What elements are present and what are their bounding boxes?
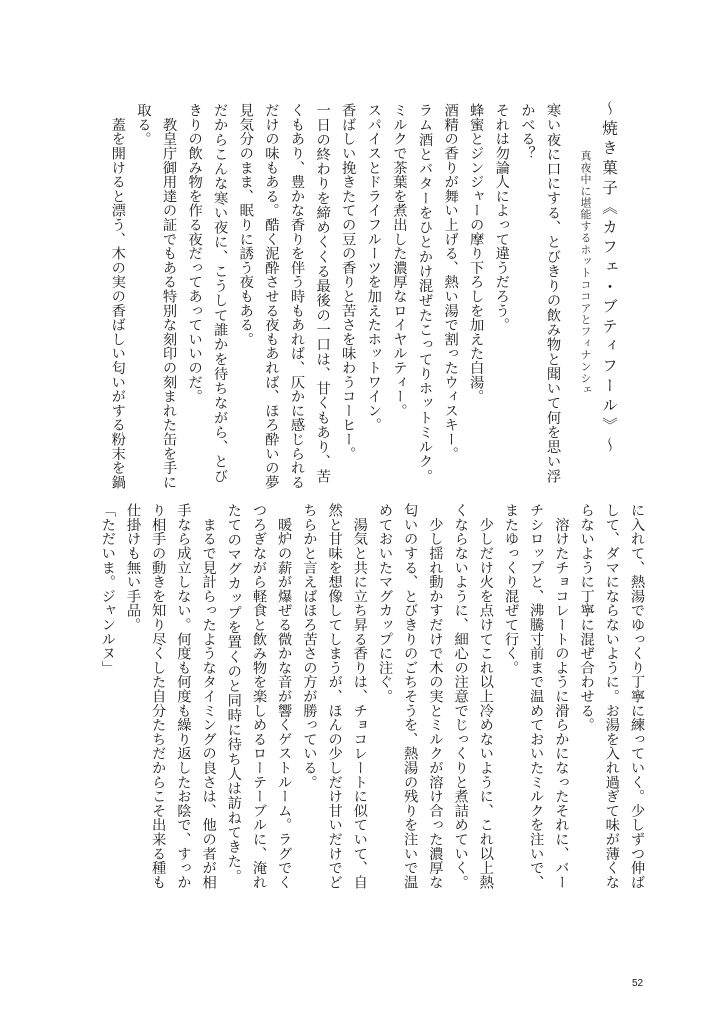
- text-line: 酒精の香りが舞い上げる、熱い湯で割ったウィスキー。: [442, 103, 459, 461]
- text-line: チシロップと、沸騰寸前まで温めておいたミルクを注いで、: [528, 503, 545, 890]
- text-line: 蜂蜜とジンジャーの摩り下ろしを加えた白湯。: [468, 103, 485, 404]
- text-line: スパイスとドライフルーツを加えたホットワイン。: [365, 103, 382, 432]
- text-line: 寒い夜に口にする、とびきりの飲み物と聞いて何を思い浮: [545, 103, 561, 483]
- text-line: たてのマグカップを置くのと同時に待ち人は訪ねてきた。: [225, 503, 242, 883]
- text-line: 匂いのする、とびきりのごちそうを、熱湯の残りを注いで温: [402, 503, 419, 890]
- text-line: 一日の終わりを締めくくる最後の一口は、甘くもあり、苦: [314, 103, 331, 483]
- text-line: だけの味もある。酷く泥酔させる夜もあれば、ほろ酔いの夢: [263, 103, 280, 490]
- text-line: 湯気と共に立ち昇る香りは、チョコレートに似ていて、自: [351, 503, 368, 890]
- chapter-subtitle: 真夜中に堪能するホットココアとフィナンシェ: [579, 150, 592, 395]
- text-line: くならないように、細心の注意でじっくりと煮詰めていく。: [452, 503, 469, 890]
- text-line: まるで見計らったようなタイミングの良さは、他の者が相: [200, 503, 217, 890]
- text-line: 蓋を開けると漂う、木の実の香ばしい匂いがする粉末を鍋: [109, 103, 126, 490]
- chapter-title: ～焼き菓子《カフェ・ブティフール》～: [600, 100, 618, 452]
- text-line: 少し揺れ動かすだけで木の実とミルクが溶け合った濃厚な: [427, 503, 444, 890]
- text-line: り相手の動きを知り尽くした自分たちだからこそ出来る種も: [150, 503, 167, 890]
- text-line: だからこんな寒い夜に、こうして誰かを待ちながら、とび: [212, 103, 229, 483]
- text-line: ミルクで茶葉を煮出した濃厚なロイヤルティー。: [391, 103, 408, 418]
- text-line: きりの飲み物を作る夜だってあっていいのだ。: [186, 103, 203, 404]
- text-line: に入れて、熱湯でゆっくり丁寧に練っていく。少しずつ伸ば: [629, 503, 645, 890]
- text-line: つろぎながら軽食と飲み物を楽しめるローテーブルに、淹れ: [251, 503, 267, 890]
- text-line: かべる？: [519, 103, 536, 161]
- text-line: 溶けたチョコレートのように滑らかになったそれに、バー: [553, 503, 570, 890]
- text-line: それは勿論人によって違うだろう。: [493, 103, 510, 332]
- text-line: 香ばしい挽きたての豆の香りと苦さを味わうコーヒー。: [340, 103, 357, 461]
- text-line: して、ダマにならないように。お湯を入れ過ぎて味が薄くな: [603, 503, 620, 890]
- text-line: 取る。: [135, 103, 152, 146]
- text-line: 暖炉の薪が爆ぜる微かな音が響くゲストルーム。ラグでく: [276, 503, 293, 890]
- text-line: 見気分のまま、眠りに誘う夜もある。: [237, 103, 254, 347]
- text-line: ちらかと言えばほろ苦さの方が勝っている。: [301, 503, 318, 789]
- text-line: ラム酒とバターをひとかけ混ぜたこってりホットミルク。: [417, 103, 433, 483]
- text-line: またゆっくり混ぜて行く。: [503, 503, 519, 675]
- text-line: 仕掛けも無い手品。: [125, 503, 141, 632]
- text-line: 少しだけ火を点けてこれ以上冷めないように、これ以上熱: [477, 503, 494, 890]
- text-line: 「ただいま。ジャンルヌ」: [99, 503, 116, 675]
- text-line: くもあり、豊かな香りを伴う時もあれば、仄かに感じられる: [289, 103, 305, 490]
- page-number: 52: [632, 978, 644, 989]
- text-line: らないように丁寧に混ぜ合わせる。: [578, 503, 595, 732]
- text-line: めておいたマグカップに注ぐ。: [377, 503, 393, 704]
- text-line: 然と甘味を想像してしまうが、ほんの少しだけ甘いだけでど: [326, 503, 343, 890]
- text-line: 手なら成立しない。何度も何度も繰り返したお陰で、すっか: [175, 503, 192, 890]
- text-line: 教皇庁御用達の証でもある特別な刻印の刻まれた缶を手に: [161, 103, 177, 490]
